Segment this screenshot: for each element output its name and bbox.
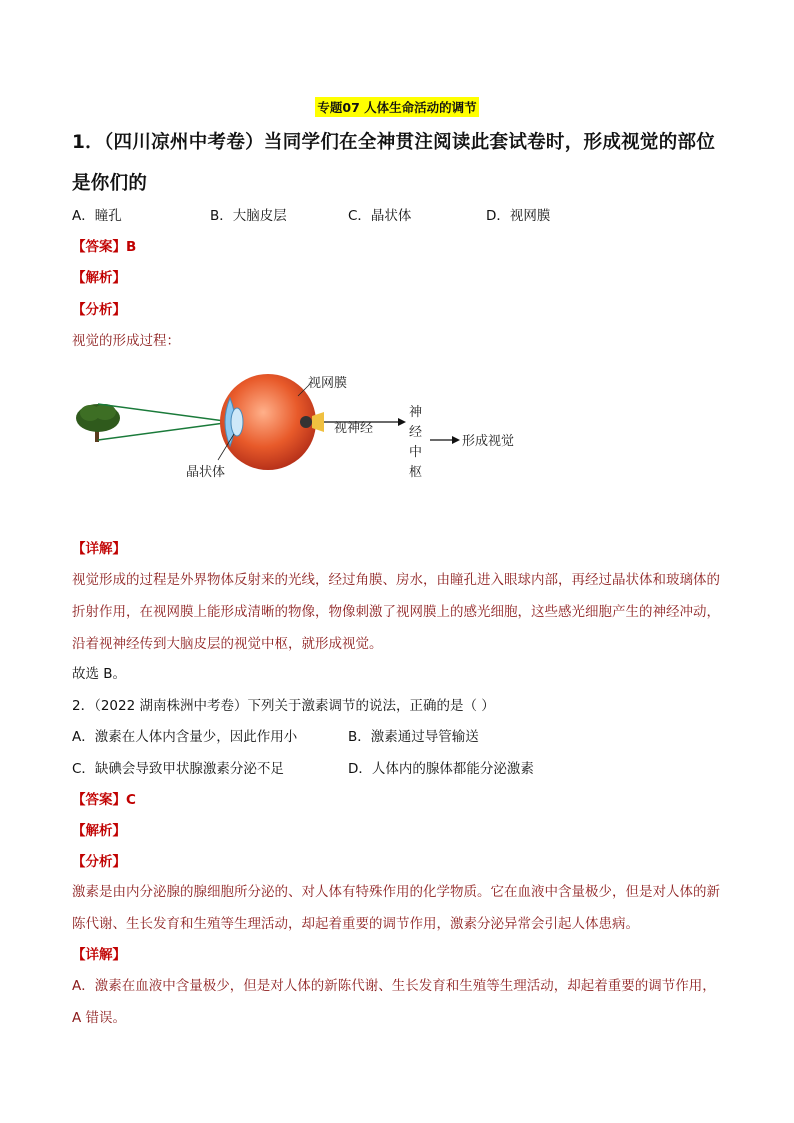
label-form-vision: 形成视觉	[462, 434, 515, 449]
q2-option-b: B．激素通过导管输送	[348, 729, 479, 745]
page-title: 专题07 人体生命活动的调节	[315, 97, 478, 117]
label-retina: 视网膜	[308, 376, 348, 391]
q1-answer	[72, 237, 136, 257]
question-2-options-row2	[72, 759, 722, 779]
q1-fenxi: 【分析】	[72, 302, 126, 318]
q1-option-d: D．视网膜	[486, 208, 551, 224]
q1-option-c: C．晶状体	[348, 208, 412, 224]
q1-conclusion: 故选 B。	[72, 666, 127, 682]
q1-answer-value: B	[126, 239, 137, 255]
q2-detail-a: A．激素在血液中含量极少，但是对人体的新陈代谢、生长发育和生殖等生理活动，却起着重要的调节作用，A 错误。	[72, 978, 716, 1026]
label-center-3: 中	[409, 445, 423, 460]
q2-answer-value: C	[126, 792, 136, 808]
q1-option-b: B．大脑皮层	[210, 208, 287, 224]
label-center-1: 神	[409, 405, 423, 420]
q1-detail: 视觉形成的过程是外界物体反射来的光线，经过角膜、房水，由瞳孔进入眼球内部，再经过晶状体和玻璃体的折射作用，在视网膜上能形成清晰的物像，物像刺激了视网膜上的感光细胞，这些感光细胞产生的神经冲动，沿着视神经传到大脑皮层的视觉中枢，就形成视觉。	[72, 572, 720, 652]
arrow-to-vision-icon	[430, 436, 460, 444]
q2-option-c: C．缺碘会导致甲状腺激素分泌不足	[72, 761, 284, 777]
title-wrap	[72, 97, 722, 117]
question-1-stem: 1．（四川凉州中考卷）当同学们在全神贯注阅读此套试卷时，形成视觉的部位是你们的	[72, 132, 716, 194]
q1-answer-tag: 【答案】	[72, 239, 126, 255]
tree-icon	[76, 404, 120, 442]
q1-jiexi: 【解析】	[72, 270, 126, 286]
vision-formation-diagram	[72, 366, 532, 506]
q1-fenxi-text: 视觉的形成过程：	[72, 333, 180, 349]
question-2-options-row1	[72, 727, 722, 747]
q1-xiangjie: 【详解】	[72, 541, 126, 557]
label-lens: 晶状体	[186, 465, 226, 480]
question-1-options	[72, 206, 722, 226]
q2-jiexi: 【解析】	[72, 823, 126, 839]
label-center-4: 枢	[409, 465, 423, 480]
label-center-2: 经	[409, 425, 423, 440]
q2-option-a: A．激素在人体内含量少，因此作用小	[72, 729, 298, 745]
q2-option-d: D．人体内的腺体都能分泌激素	[348, 761, 534, 777]
q1-option-a: A．瞳孔	[72, 208, 122, 224]
q2-xiangjie: 【详解】	[72, 947, 126, 963]
label-optic-nerve: 视神经	[334, 421, 374, 436]
q2-fenxi: 【分析】	[72, 854, 126, 870]
q2-answer-tag: 【答案】	[72, 792, 126, 808]
q2-answer	[72, 790, 136, 810]
question-2-stem: 2．（2022 湖南株洲中考卷）下列关于激素调节的说法，正确的是（ ）	[72, 698, 495, 714]
q2-fenxi-text: 激素是由内分泌腺的腺细胞所分泌的、对人体有特殊作用的化学物质。它在血液中含量极少，但是对人体的新陈代谢、生长发育和生殖等生理活动，却起着重要的调节作用，激素分泌异常会引起人体患病。	[72, 884, 720, 932]
